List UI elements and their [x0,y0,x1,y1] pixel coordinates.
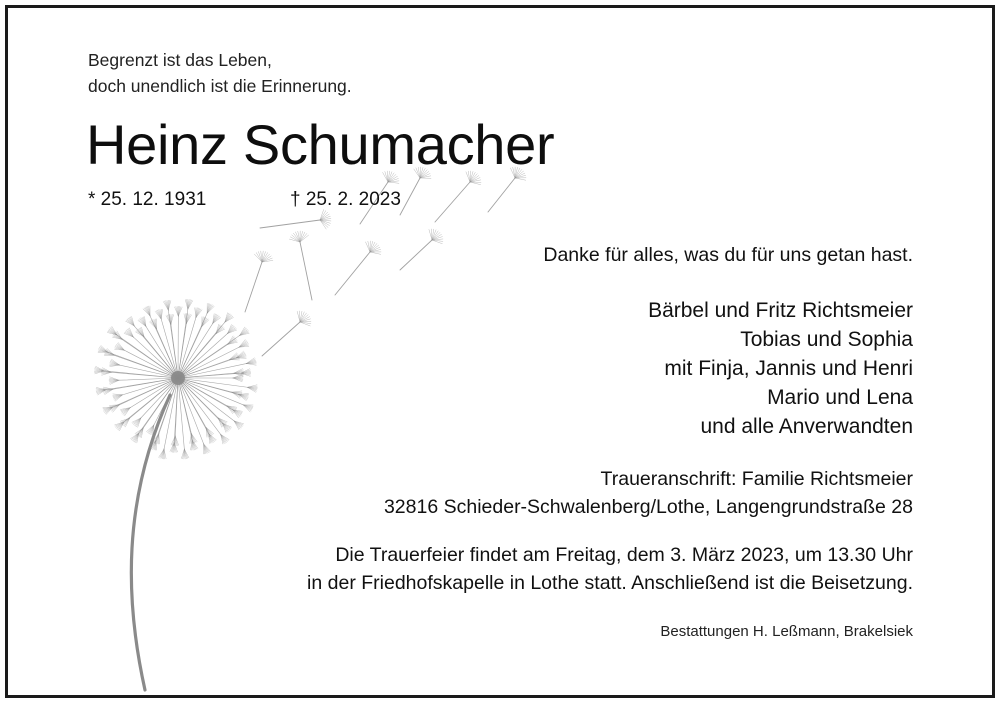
service-line-1: Die Trauerfeier findet am Freitag, dem 3. März 2023, um 13.30 Uhr [335,544,913,566]
mourner-line: Bärbel und Fritz Richtsmeier [648,299,913,322]
thanks-text: Danke für alles, was du für uns getan hast. [543,244,913,266]
deceased-name: Heinz Schumacher [86,113,555,176]
mourner-line: und alle Anverwandten [700,415,913,438]
mourners-list [648,296,913,441]
mourner-line: Tobias und Sophia [740,328,913,351]
mourner-line: Mario und Lena [767,386,913,409]
mourning-address [384,465,913,521]
address-line-2: 32816 Schieder-Schwalenberg/Lothe, Langengrundstraße 28 [383,496,913,518]
address-line-1: Traueranschrift: Familie Richtsmeier [600,468,913,490]
birth-date: * 25. 12. 1931 [88,189,207,210]
mourner-line: mit Finja, Jannis und Henri [664,357,913,380]
service-line-2: in der Friedhofskapelle in Lothe statt. Anschließend ist die Beisetzung. [307,572,913,594]
undertaker: Bestattungen H. Leßmann, Brakelsiek [660,623,913,640]
death-date: † 25. 2. 2023 [290,189,401,210]
quote-line-1: Begrenzt ist das Leben, [88,50,272,70]
quote [88,47,352,99]
quote-line-2: doch unendlich ist die Erinnerung. [88,76,352,96]
service-info [307,541,913,597]
